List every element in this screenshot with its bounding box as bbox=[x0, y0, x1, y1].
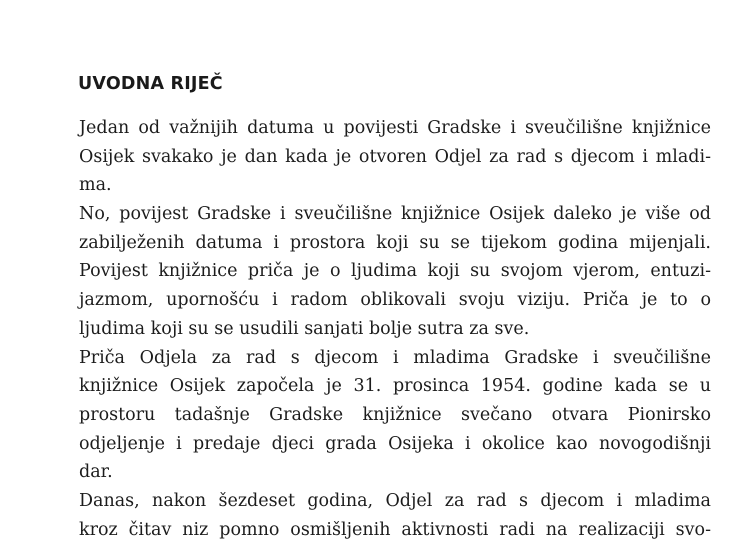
text-line: knjižnice Osijek započela je 31. prosinca 1954. godine kada se u bbox=[79, 376, 711, 397]
text-line: Danas, nakon šezdeset godina, Odjel za rad s djecom i mladima bbox=[79, 490, 711, 511]
text-line: No, povijest Gradske i sveučilišne knjižnice Osijek daleko je više od bbox=[79, 204, 711, 225]
text-line: zabilježenih datuma i prostora koji su se tijekom godina mijenjali. bbox=[79, 232, 711, 253]
text-line: dar. bbox=[79, 462, 113, 483]
text-line: ma. bbox=[79, 175, 112, 196]
text-line: Osijek svakako je dan kada je otvoren Odjel za rad s djecom i mladi- bbox=[79, 146, 711, 167]
text-line: Povijest knjižnice priča je o ljudima koji su svojom vjerom, entuzi- bbox=[79, 261, 711, 282]
text-line: odjeljenje i predaje djeci grada Osijeka i okolice kao novogodišnji bbox=[79, 433, 711, 454]
text-line: prostoru tadašnje Gradske knjižnice svečano otvara Pionirsko bbox=[79, 404, 711, 425]
text-line: Priča Odjela za rad s djecom i mladima Gradske i sveučilišne bbox=[79, 347, 711, 368]
text-line: kroz čitav niz pomno osmišljenih aktivnosti radi na realizaciji svo- bbox=[79, 519, 711, 540]
text-line: ljudima koji su se usudili sanjati bolje sutra za sve. bbox=[79, 318, 530, 339]
text-line: jazmom, upornošću i radom oblikovali svoju viziju. Priča je to o bbox=[79, 290, 711, 311]
section-heading: UVODNA RIJEČ bbox=[78, 74, 223, 94]
body-text bbox=[79, 114, 711, 544]
text-line: Jedan od važnijih datuma u povijesti Gradske i sveučilišne knjižnice bbox=[79, 118, 711, 138]
